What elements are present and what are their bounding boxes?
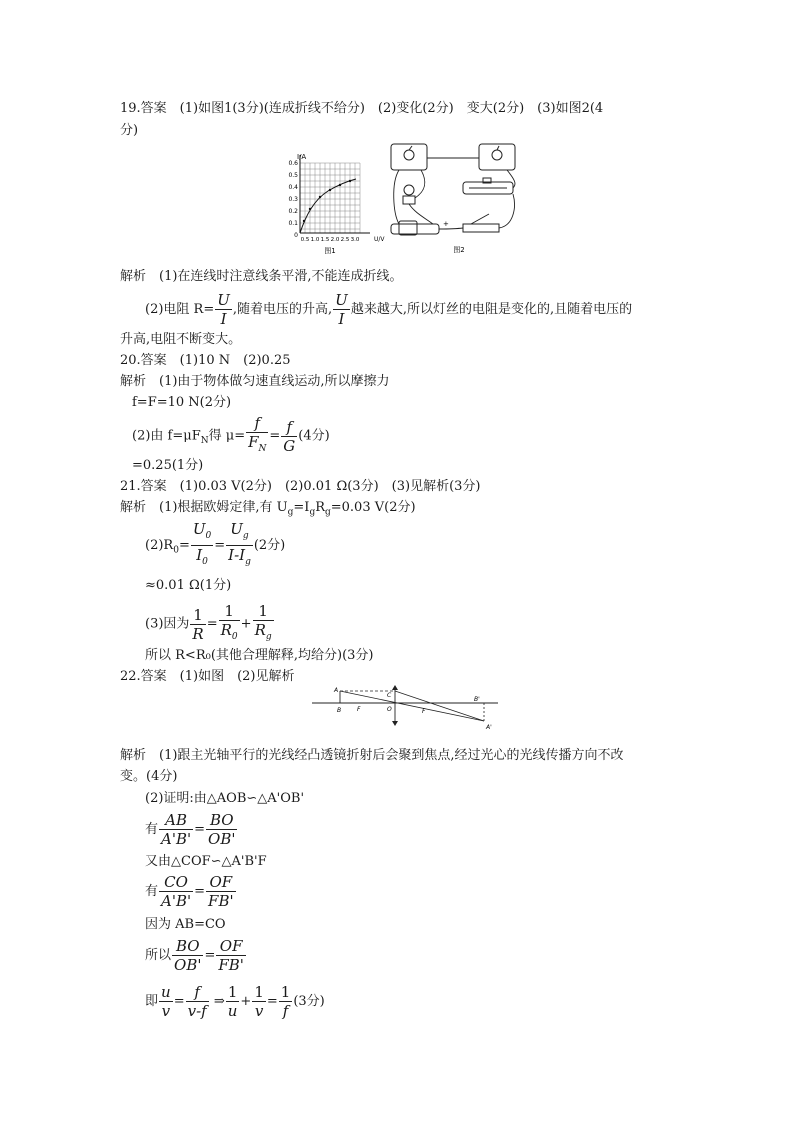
fraction-f-over-fn: $\frac{f}{F_N}$ [248,414,267,454]
fraction-1-over-r0: $\frac{1}{R_0}$ [220,602,238,642]
fig1-caption: 图1 [324,247,336,255]
q21-explanation-line2: $(2)R_0=$ $\frac{U_0}{I_0}$ = $\frac{U_g}{I-I_g}$ (2分) [145,520,285,572]
q22-explanation-line1: 解析 (1)跟主光轴平行的光线经凸透镜折射后会聚到焦点,经过光心的光线传播方向不改 [120,748,624,763]
svg-text:1.0: 1.0 [310,237,320,243]
q21-explanation-line1: 解析 (1)根据欧姆定律,有 $U_g=I_gR_g=0.03$ V(2分) [120,500,416,518]
svg-text:1.5: 1.5 [320,237,330,243]
graph-ylabel: I/A [297,153,307,161]
q19-explanation-line2: (2)电阻 R= $\frac{U}{I}$ ,随着电压的升高, $\frac{U}{I}$ 越来越大,所以灯丝的电阻是变化的,且随着电压的 [145,291,633,328]
rheostat-icon [463,178,513,194]
svg-text:A': A' [486,724,492,731]
q22-proof-ratio1: 有 $\frac{AB}{A'B'}$ = $\frac{BO}{OB'}$ [145,811,236,848]
svg-text:F: F [357,706,361,713]
fraction-u-over-i: $\frac{U}{I}$ [217,291,230,328]
svg-text:A: A [334,687,339,694]
q19-answer-line1: 19.答案 (1)如图1(3分)(连成折线不给分) (2)变化(2分) 变大(2分) (3)如图2(4 [120,101,604,116]
q20-explanation-line4: =0.25(1分) [132,458,204,473]
q19-figure2-circuit [385,138,530,258]
switch-icon [463,214,499,232]
voltmeter-icon [391,144,427,170]
q20-explanation-line1: 解析 (1)由于物体做匀速直线运动,所以摩擦力 [120,374,390,389]
fraction-ug-over-i-minus-ig: $\frac{U_g}{I-I_g}$ [228,520,251,567]
svg-text:0.5: 0.5 [288,172,298,179]
q22-explanation-line5: 又由△COF∽△A'B'F [145,854,267,869]
fraction-f-over-g: $\frac{f}{G}$ [283,417,296,455]
fraction-of-over-fb2: $\frac{OF}{FB'}$ [208,873,234,910]
svg-text:0.5: 0.5 [300,237,310,243]
fraction-u0-over-i0: $\frac{U_0}{I_0}$ [192,520,212,567]
q21-explanation-line5: 所以 R<R₀(其他合理解释,均给分)(3分) [145,648,374,663]
diagram-labels [333,687,492,731]
q22-proof-ratio3: 所以 $\frac{BO}{OB'}$ = $\frac{OF}{FB'}$ [145,937,244,974]
graph-grid [300,163,360,233]
fraction-ab-over-a2b2: $\frac{AB}{A'B'}$ [161,811,192,848]
fraction-f-over-v-minus-f: $\frac{f}{v-f}$ [187,983,207,1020]
q22-explanation-line2: 变。(4分) [120,769,178,784]
svg-text:O: O [387,706,392,713]
battery-plus-sign: + [443,220,449,228]
svg-text:B': B' [474,696,480,703]
fraction-1-over-v: $\frac{1}{v}$ [254,983,264,1020]
svg-text:0.1: 0.1 [288,220,298,227]
svg-text:0.2: 0.2 [288,208,298,215]
q22-explanation-line3: (2)证明:由△AOB∽△A'OB' [145,791,305,806]
lens-bottom-arrowhead [392,721,398,726]
svg-text:0.3: 0.3 [288,196,298,203]
q22-lens-ray-diagram [310,684,500,732]
svg-text:2.0: 2.0 [330,237,340,243]
svg-text:2.5: 2.5 [340,237,350,243]
q19-explanation-line3: 升高,电阻不断变大。 [120,332,242,347]
fraction-bo-over-ob2: $\frac{BO}{OB'}$ [208,811,236,848]
fraction-bo-over-ob2-2: $\frac{BO}{OB'}$ [174,937,202,974]
q19-answer-line2: 分) [120,123,139,138]
graph-xticks [301,237,360,243]
svg-text:0.4: 0.4 [288,184,298,191]
fraction-u-over-v: $\frac{u}{v}$ [161,983,171,1020]
graph-xlabel: U/V [374,236,385,243]
svg-text:B: B [337,707,342,714]
q19-figure1-graph [270,145,395,257]
refracted-ray [395,691,484,721]
q20-explanation-line2: f=F=10 N(2分) [132,395,232,410]
svg-text:3.0: 3.0 [350,237,360,243]
fraction-1-over-u: $\frac{1}{u}$ [227,983,238,1020]
fraction-u-over-i-2: $\frac{U}{I}$ [335,291,348,328]
q20-answer: 20.答案 (1)10 N (2)0.25 [120,353,291,368]
center-ray [340,691,484,721]
fraction-of-over-fb2-2: $\frac{OF}{FB'}$ [218,937,244,974]
lamp-icon [403,185,415,204]
svg-text:F: F [422,708,426,715]
fraction-co-over-a2b2: $\frac{CO}{A'B'}$ [161,873,192,910]
fraction-1-over-rg: $\frac{1}{R_g}$ [254,602,272,642]
graph-yticks [288,160,298,239]
fraction-1-over-r: $\frac{1}{R}$ [192,605,204,643]
q22-proof-conclusion: 即 $\frac{u}{v}$ = $\frac{f}{v-f}$ ⇒ $\frac{1}{u}$ + $\frac{1}{v}$ = $\frac{1}{f}$ (3分) [145,983,325,1020]
svg-text:0.6: 0.6 [288,160,298,167]
fraction-1-over-f: $\frac{1}{f}$ [280,983,291,1020]
q21-explanation-line4: (3)因为 $\frac{1}{R}$ = $\frac{1}{R_0}$ + $\frac{1}{R_g}$ [145,602,275,646]
fig2-caption: 图2 [453,246,465,254]
svg-text:0: 0 [294,232,298,239]
q22-explanation-line7: 因为 AB=CO [145,917,226,932]
svg-text:C: C [387,692,392,699]
lens-top-arrowhead [392,685,398,690]
q22-proof-ratio2: 有 $\frac{CO}{A'B'}$ = $\frac{OF}{FB'}$ [145,873,234,910]
q21-explanation-line3: ≈0.01 Ω(1分) [145,578,232,593]
q22-answer: 22.答案 (1)如图 (2)见解析 [120,669,295,684]
q21-answer: 21.答案 (1)0.03 V(2分) (2)0.01 Ω(3分) (3)见解析(3分) [120,479,481,494]
q20-explanation-line3: (2)由 $f=\mu F_N$得 μ= $\frac{f}{F_N}$ = $\frac{f}{G}$ (4分) [132,414,330,461]
q19-explanation-line1: 解析 (1)在连线时注意线条平滑,不能连成折线。 [120,269,403,284]
ammeter-icon [479,144,515,170]
